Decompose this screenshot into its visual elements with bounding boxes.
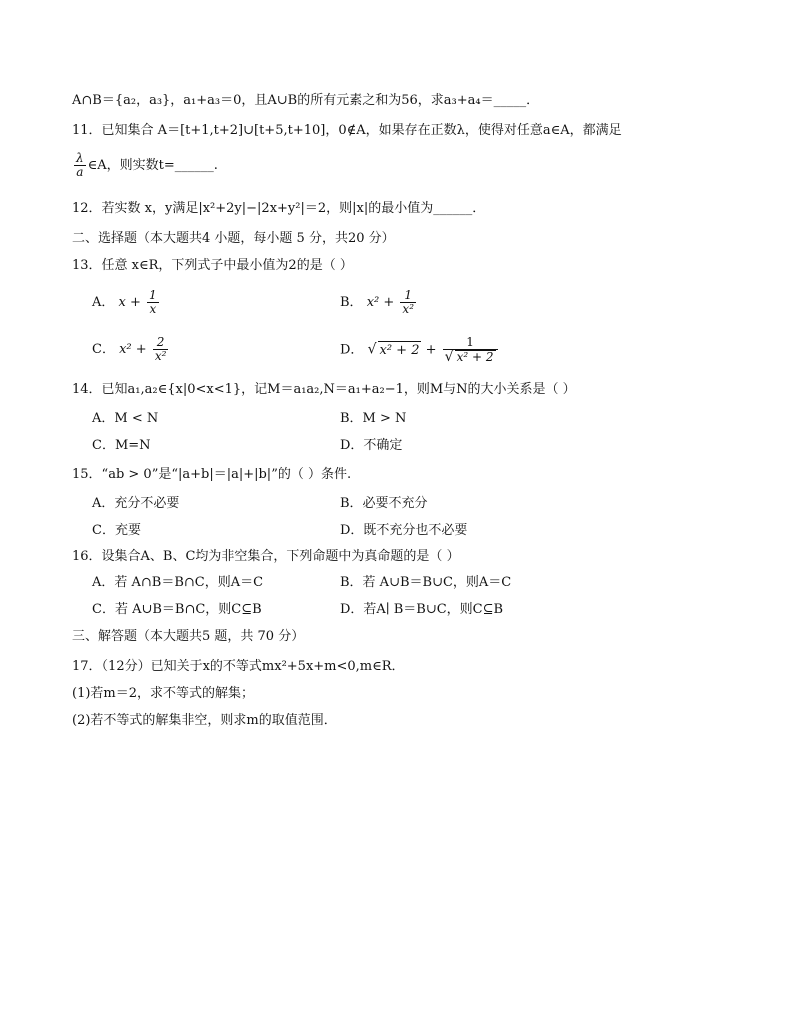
question-11-line-2: $\frac{\lambda}{a}$ ∈A，则实数t=______.	[76, 151, 218, 179]
question-16-stem: 16．设集合A、B、C均为非空集合，下列命题中为真命题的是（ ）	[72, 549, 460, 564]
option-b-fraction: $\frac{1}{\text{x²}}$	[402, 288, 414, 316]
question-15-option-b: B．必要不充分	[340, 496, 428, 511]
question-15-stem: 15．“ab > 0”是“|a+b|＝|a|+|b|”的（ ）条件.	[72, 467, 352, 482]
lambda-over-a-fraction: $\frac{\lambda}{a}$	[76, 151, 84, 179]
question-17-part-2: (2)若不等式的解集非空，则求m的取值范围．	[72, 713, 337, 728]
question-12: 12．若实数 x，y满足|x²+2y|−|2x+y²|＝2，则|x|的最小值为______．	[72, 201, 486, 216]
question-15-option-d: D．既不充分也不必要	[340, 523, 468, 538]
section-2-heading: 二、选择题（本大题共4 小题，每小题 5 分，共20 分）	[72, 231, 395, 246]
question-15-option-c: C．充要	[92, 523, 141, 538]
question-13-option-c: C． x² + $\frac{2}{\text{x²}}$	[92, 335, 167, 363]
question-15-option-a: A．充分不必要	[92, 496, 180, 511]
question-14-option-d: D．不确定	[340, 438, 403, 453]
sqrt-sign-icon: √	[367, 341, 377, 358]
question-16-option-d: D．若A∣ B＝B∪C，则C⊆B	[340, 602, 504, 617]
question-13-option-a: A． x + $\frac{1}{x}$	[92, 288, 157, 316]
question-10-tail: A∩B＝{a₂，a₃}，a₁+a₃＝0，且A∪B的所有元素之和为56，求a₃+a₄＝_____．	[72, 93, 540, 108]
option-c-fraction: $\frac{2}{\text{x²}}$	[154, 335, 167, 363]
question-14-option-a: A．M < N	[92, 411, 159, 426]
question-16-option-c: C．若 A∪B＝B∩C，则C⊆B	[92, 602, 262, 617]
sqrt-sign-icon: √	[444, 349, 454, 365]
question-13-option-b: B． x² + $\frac{1}{\text{x²}}$	[340, 288, 414, 316]
question-13-stem: 13．任意 x∈R，下列式子中最小值为2的是（ ）	[72, 258, 353, 273]
question-17-part-1: (1)若m＝2，求不等式的解集；	[72, 686, 255, 701]
question-16-option-a: A．若 A∩B＝B∩C，则A＝C	[92, 575, 264, 590]
question-16-option-b: B．若 A∪B＝B∪C，则A＝C	[340, 575, 512, 590]
question-11-line-1: 11．已知集合 A＝[t+1,t+2]∪[t+5,t+10]，0∉A，如果存在正数λ，使得对任意a∈A，都满足	[72, 123, 622, 138]
question-14-stem: 14．已知a₁,a₂∈{x|0<x<1}，记M＝a₁a₂,N＝a₁+a₂−1，则M与N的大小关系是（ ）	[72, 382, 576, 397]
question-14-option-b: B．M > N	[340, 411, 407, 426]
option-d-fraction: $\frac{1}{\text{√ x² + 2}}$	[443, 336, 498, 364]
question-17-stem: 17．（12分）已知关于x的不等式mx²+5x+m<0,m∈R．	[72, 659, 405, 674]
option-a-fraction: $\frac{1}{x}$	[149, 288, 157, 316]
question-13-option-d: D． √ x² + 2 + $\frac{1}{\text{√ x² + 2}}$	[340, 336, 500, 364]
question-14-option-c: C．M=N	[92, 438, 151, 453]
section-3-heading: 三、解答题（本大题共5 题，共 70 分）	[72, 629, 305, 644]
